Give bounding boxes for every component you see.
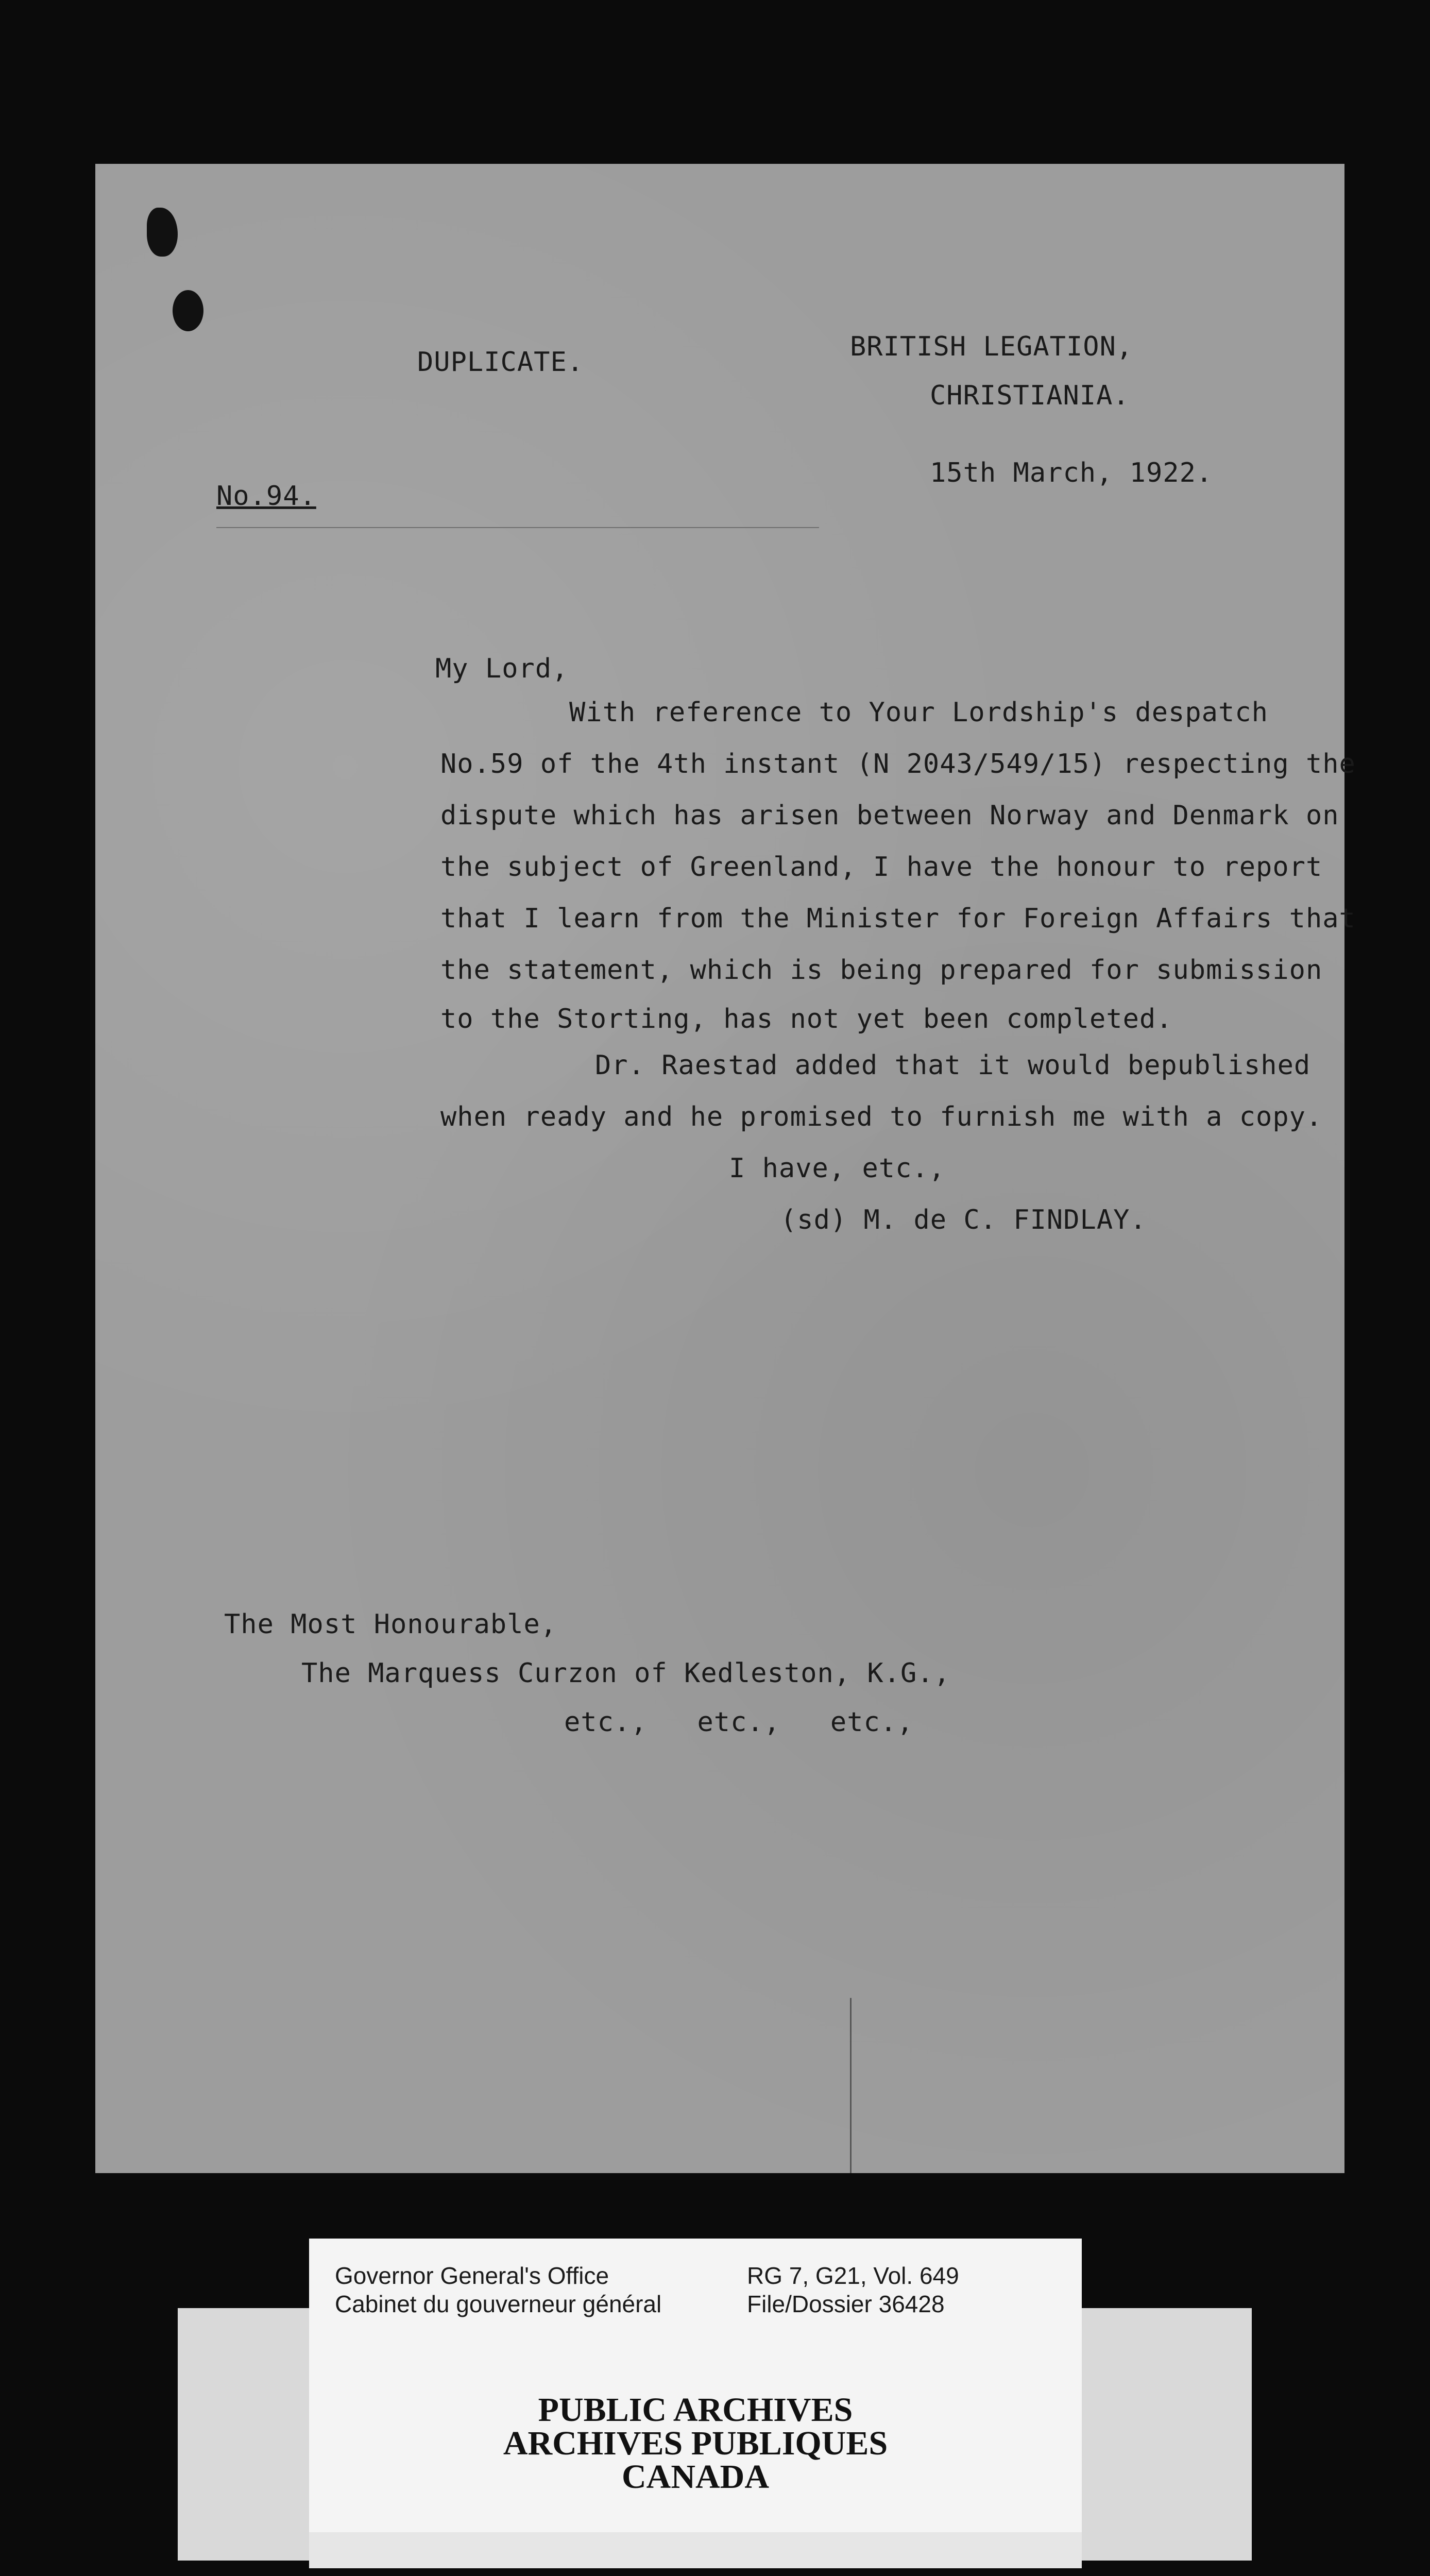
body-line: No.59 of the 4th instant (N 2043/549/15) respecting the [440, 749, 1356, 779]
ink-blot [173, 290, 203, 331]
mount-tape-left [178, 2308, 312, 2561]
divider-line [216, 527, 819, 528]
body-line: the statement, which is being prepared for submission [440, 955, 1323, 986]
addressee-line: The Most Honourable, [224, 1609, 557, 1640]
addressee-line: The Marquess Curzon of Kedleston, K.G., [301, 1658, 950, 1689]
signature: (sd) M. de C. FINDLAY. [780, 1205, 1147, 1235]
body-line: the subject of Greenland, I have the honour to report [440, 852, 1323, 883]
despatch-number: No.94. [216, 481, 316, 512]
file-number: File/Dossier 36428 [747, 2291, 945, 2317]
archive-stamp-line: ARCHIVES PUBLIQUES [503, 2425, 888, 2462]
body-line: With reference to Your Lordship's despatch [569, 697, 1268, 728]
letter-date: 15th March, 1922. [930, 457, 1213, 488]
legation-city: CHRISTIANIA. [930, 380, 1130, 411]
archive-stamp-line: PUBLIC ARCHIVES [538, 2391, 853, 2429]
ink-blot [147, 208, 178, 257]
closing: I have, etc., [729, 1153, 945, 1184]
body-line: when ready and he promised to furnish me with a copy. [440, 1101, 1323, 1132]
body-line: that I learn from the Minister for Foreign Affairs that [440, 903, 1356, 934]
archive-label [309, 2239, 1082, 2532]
body-line: Dr. Raestad added that it would bepublished [595, 1050, 1311, 1081]
letter-page [95, 164, 1356, 2173]
record-group-reference: RG 7, G21, Vol. 649 [747, 2262, 959, 2289]
duplicate-label: DUPLICATE. [417, 347, 584, 378]
body-line: to the Storting, has not yet been completed. [440, 1004, 1173, 1035]
addressee-line: etc., etc., etc., [564, 1707, 914, 1738]
legation-name: BRITISH LEGATION, [850, 331, 1133, 362]
paper-crease [850, 1998, 852, 2173]
salutation: My Lord, [435, 653, 569, 684]
mount-tape-bottom [309, 2532, 1082, 2568]
archive-stamp-line: CANADA [622, 2458, 769, 2496]
body-line: dispute which has arisen between Norway and Denmark on [440, 800, 1339, 831]
mount-tape-right [1082, 2308, 1252, 2561]
office-french: Cabinet du gouverneur général [335, 2291, 662, 2317]
office-english: Governor General's Office [335, 2262, 609, 2289]
